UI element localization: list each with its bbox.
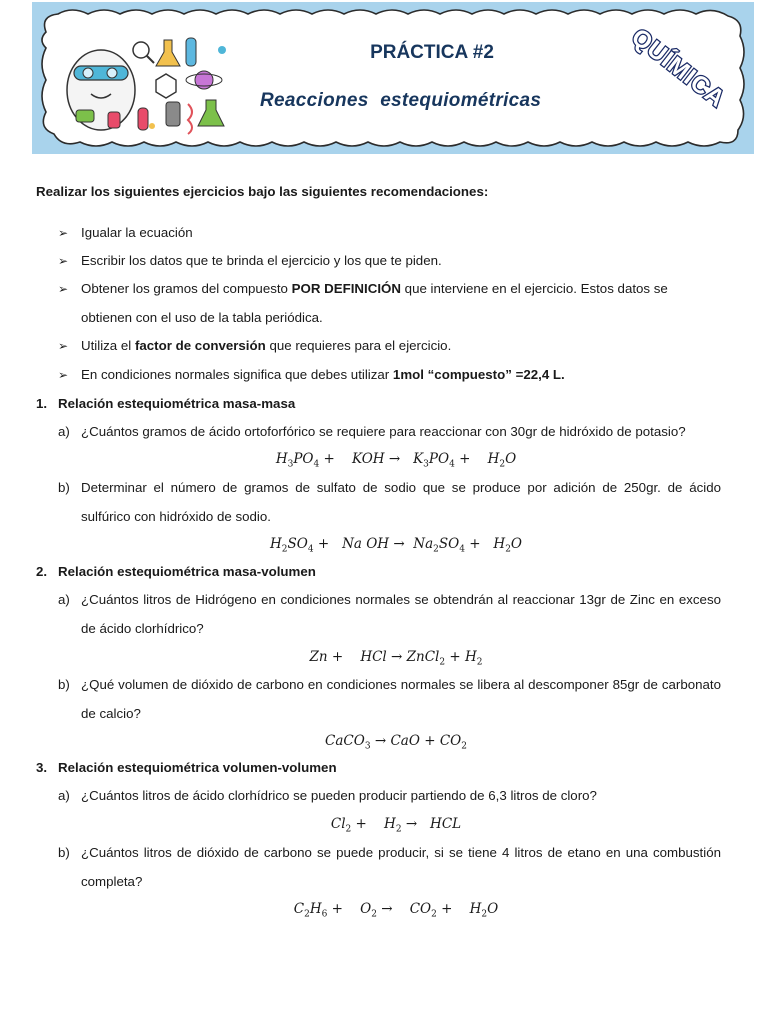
bullet-2: Escribir los datos que te brinda el ejercicio y los que te piden. <box>81 253 442 268</box>
bullet-3: Obtener los gramos del compuesto POR DEFINICIÓN que interviene en el ejercicio. Estos datos se obtienen con el uso de la tabla periódica. <box>81 281 668 325</box>
brand-text: QUÍMICA <box>626 23 731 114</box>
bullet-5: En condiciones normales significa que debes utilizar 1mol “compuesto” =22,4 L. <box>81 367 565 382</box>
equation-6: $C_2H_6$ + $O_2$ → $CO_2$ + $H_2O$ <box>293 901 499 920</box>
molecule-icon <box>156 74 176 98</box>
dna-icon <box>188 104 192 134</box>
exercise-1b: Determinar el número de gramos de sulfato de sodio que se produce por adición de 250gr. de ácido sulfúrico con hidróxido de sodio. <box>81 480 721 524</box>
microscope-icon <box>166 102 180 126</box>
exercise-3b: ¿Cuántos litros de dióxido de carbono se puede producir, si se tiene 4 litros de etano en una combustión completa? <box>81 845 721 889</box>
arrow-bullet-icon: ➢ <box>58 226 69 240</box>
equation-5: $Cl_2$ + $H_2$ → HCL <box>330 816 462 835</box>
arrow-bullet-icon: ➢ <box>58 339 69 353</box>
bullet-4: Utiliza el factor de conversión que requieres para el ejercicio. <box>81 338 452 353</box>
flask-icon <box>156 40 180 66</box>
equation-4: CaCO$_3$ → CaO + $CO_2$ <box>325 733 467 752</box>
test-tube-icon <box>186 38 196 66</box>
item-letter: b) <box>58 845 70 860</box>
quimica-logo <box>622 22 752 132</box>
exercise-2b: ¿Qué volumen de dióxido de carbono en condiciones normales se libera al descomponer 85gr de carbonato de calcio? <box>81 677 721 721</box>
header-banner <box>32 2 754 154</box>
section-1-heading: 1. Relación estequiométrica masa-masa <box>36 396 296 411</box>
arrow-bullet-icon: ➢ <box>58 282 69 296</box>
arrow-bullet-icon: ➢ <box>58 368 69 382</box>
item-letter: a) <box>58 424 70 439</box>
exercise-3a: ¿Cuántos litros de ácido clorhídrico se pueden producir partiendo de 6,3 litros de cloro? <box>81 788 597 803</box>
section-3-heading: 3. Relación estequiométrica volumen-volumen <box>36 760 337 775</box>
magnifier-icon <box>133 42 149 58</box>
arrow-bullet-icon: ➢ <box>58 254 69 268</box>
science-illustration <box>46 30 236 140</box>
item-letter: b) <box>58 677 70 692</box>
equation-1: $H_3PO_4$ + KOH → $K_3PO_4$ + $H_2O$ <box>275 451 517 470</box>
equation-2: $H_2SO_4 + Na$ OH → $Na_2SO_4 + H_2O$ <box>270 536 522 555</box>
exercise-2a: ¿Cuántos litros de Hidrógeno en condiciones normales se obtendrán al reaccionar 13gr de Zinc en exceso de ácido clorhídrico? <box>81 592 721 636</box>
item-letter: a) <box>58 788 70 803</box>
equation-3: Zn + HCl → ZnCl$_2$ + $H_2$ <box>309 649 483 668</box>
item-letter: b) <box>58 480 70 495</box>
page-subtitle: Reacciones estequiométricas <box>260 90 542 111</box>
intro-text: Realizar los siguientes ejercicios bajo las siguientes recomendaciones: <box>36 184 489 199</box>
exercise-1a: ¿Cuántos gramos de ácido ortoforfórico se requiere para reaccionar con 30gr de hidróxido de potasio? <box>81 424 686 439</box>
item-letter: a) <box>58 592 70 607</box>
bullet-1: Igualar la ecuación <box>81 225 193 240</box>
section-2-heading: 2. Relación estequiométrica masa-volumen <box>36 564 316 579</box>
page-title: PRÁCTICA #2 <box>370 42 494 63</box>
